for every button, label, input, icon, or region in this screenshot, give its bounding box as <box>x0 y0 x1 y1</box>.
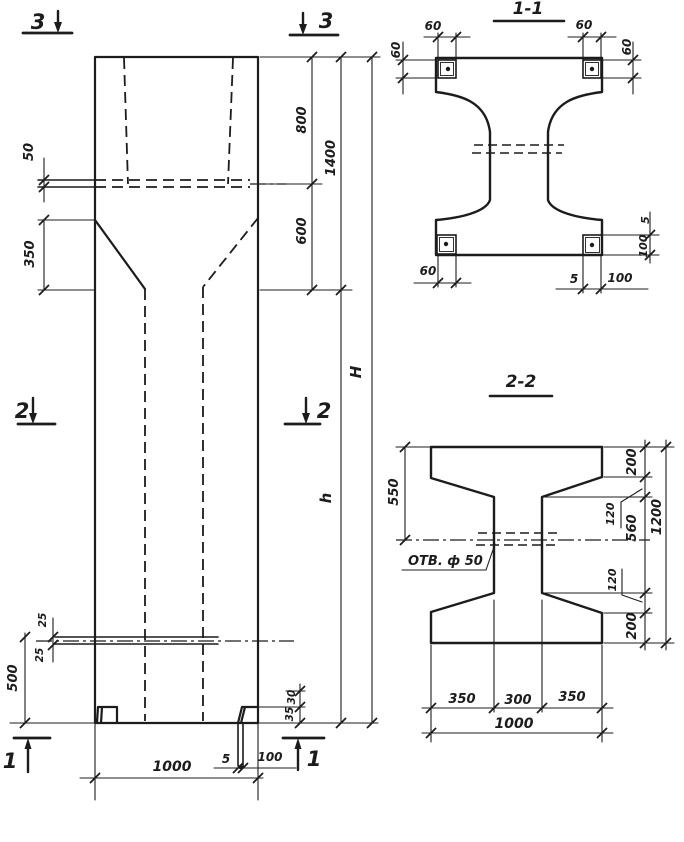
marker-label: 2 <box>14 399 30 423</box>
dim-haunch-top: 120 <box>604 502 617 526</box>
section-marker-1-left <box>3 738 50 773</box>
section-outline <box>431 447 602 643</box>
dim-shaft-height: h <box>317 492 335 504</box>
anchor-dot <box>590 243 594 247</box>
dim-width: 1000 <box>494 716 534 732</box>
dim-seg-mid: 300 <box>504 693 532 708</box>
column-outline <box>95 57 258 723</box>
dim-seg-right: 350 <box>558 690 586 705</box>
section-1-1 <box>389 0 659 294</box>
dim-hole-level: 500 <box>6 664 21 692</box>
marker-label: 2 <box>316 399 332 423</box>
section-title: 1-1 <box>512 0 544 19</box>
dimension-ticks <box>401 443 671 738</box>
dim-hole-upper: 25 <box>37 612 49 628</box>
corner-plate-top-right <box>583 60 601 78</box>
dim-tl-w: 60 <box>424 19 442 33</box>
anchor-dot <box>590 67 594 71</box>
marker-label: 1 <box>2 749 18 773</box>
dim-total-height: H <box>347 365 365 379</box>
section-marker-2-left <box>15 398 55 424</box>
dim-br-h: 100 <box>637 234 650 258</box>
dim-foot-upper: 30 <box>286 689 298 705</box>
down-arrow-icon <box>29 413 37 424</box>
centerlines <box>36 184 294 641</box>
web-hole-dashes <box>476 533 558 545</box>
dim-bl-w: 60 <box>419 264 437 278</box>
section-2-2 <box>387 372 674 742</box>
section-marker-1-right <box>283 738 324 771</box>
corner-plate-top-left <box>438 60 456 78</box>
dim-tr-w: 60 <box>575 18 593 32</box>
up-arrow-icon <box>25 738 32 749</box>
dimension-lines <box>396 440 674 742</box>
dim-hole-lower: 25 <box>34 647 46 663</box>
corner-plate-bottom-left <box>437 235 456 254</box>
dim-foot-lower: 35 <box>284 706 296 722</box>
dim-br-gap: 5 <box>639 216 652 224</box>
marker-label: 3 <box>30 10 46 34</box>
web-hole-dashes <box>472 145 564 153</box>
down-arrow-icon <box>299 24 307 35</box>
dim-flange-top: 200 <box>625 448 640 476</box>
dim-plate-thk: 5 <box>221 752 231 766</box>
corner-plate-bottom-right <box>583 235 602 255</box>
dim-head-total: 1400 <box>324 139 339 177</box>
dim-ledge-offset: 50 <box>22 142 37 162</box>
dim-br-w: 100 <box>607 271 633 285</box>
dim-taper-height: 350 <box>23 240 38 268</box>
section-marker-3-right <box>290 9 338 35</box>
hidden-edges <box>95 58 258 721</box>
dim-width: 1000 <box>152 759 192 775</box>
ledge-and-hole-bands <box>38 180 243 768</box>
dim-br-thk: 5 <box>569 272 579 286</box>
section-marker-2-right <box>285 398 331 424</box>
marker-label: 1 <box>306 747 322 771</box>
anchor-dot <box>444 242 448 246</box>
dim-web: 560 <box>625 514 640 542</box>
elevation-view <box>3 9 380 800</box>
section-title: 2-2 <box>505 372 537 392</box>
up-arrow-icon <box>295 738 302 749</box>
dim-plate-w: 100 <box>257 750 283 764</box>
down-arrow-icon <box>302 413 310 424</box>
dim-height: 1200 <box>650 498 665 536</box>
anchor-dot <box>446 67 450 71</box>
down-arrow-icon <box>54 22 62 33</box>
marker-label: 3 <box>318 9 334 33</box>
dim-haunch-bottom: 120 <box>606 568 619 592</box>
dim-head-top: 800 <box>295 106 310 134</box>
dim-flange-bottom: 200 <box>625 612 640 640</box>
dim-seg-left: 350 <box>448 692 476 707</box>
dim-tr-h: 60 <box>620 38 634 56</box>
section-outline <box>436 58 602 255</box>
hole-label: ОТВ. ф 50 <box>408 554 483 569</box>
dim-tl-h: 60 <box>389 41 403 59</box>
dim-flange-to-hole: 550 <box>387 478 402 506</box>
dim-neck: 600 <box>295 217 310 245</box>
section-marker-3-left <box>23 10 72 34</box>
